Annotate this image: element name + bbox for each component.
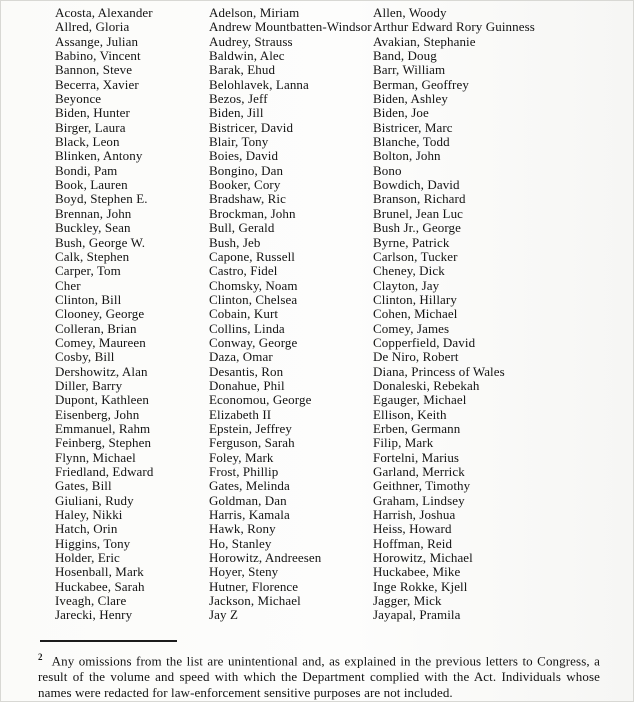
name-entry: Hutner, Florence [209, 578, 299, 594]
name-entry: Fortelni, Marius [373, 449, 460, 465]
name-entry: Cher [55, 277, 81, 293]
footnote-marker: 2 [38, 652, 43, 662]
name-entry: Holder, Eric [55, 550, 120, 566]
name-entry: Harrish, Joshua [373, 507, 456, 523]
name-entry: Dupont, Kathleen [55, 392, 150, 408]
name-entry: Blair, Tony [209, 134, 269, 150]
name-entry: Gates, Bill [55, 478, 112, 494]
name-entry: Babino, Vincent [55, 48, 141, 64]
name-entry: Book, Lauren [55, 177, 128, 193]
name-entry: Higgins, Tony [55, 535, 131, 551]
name-entry: Booker, Cory [209, 177, 281, 193]
name-entry: Boies, David [209, 148, 279, 164]
name-entry: Bistricer, David [209, 119, 294, 135]
name-entry: Chomsky, Noam [209, 277, 298, 293]
name-entry: Becerra, Xavier [55, 76, 139, 92]
name-entry: Adelson, Miriam [209, 5, 300, 20]
name-entry: Jayapal, Pramila [373, 607, 461, 623]
name-entry: Audrey, Strauss [209, 33, 293, 49]
name-entry: Jagger, Mick [373, 593, 442, 609]
name-entry: Elizabeth II [209, 406, 272, 422]
name-column-2 [209, 6, 372, 623]
name-entry: Brockman, John [209, 205, 296, 221]
name-entry: Daza, Omar [209, 349, 273, 365]
name-entry: Hosenball, Mark [55, 564, 144, 580]
name-entry: Carper, Tom [55, 263, 121, 279]
name-entry: Bradshaw, Ric [209, 191, 286, 207]
name-entry: Berman, Geoffrey [373, 76, 469, 92]
name-entry: Blanche, Todd [373, 134, 450, 150]
name-entry: Erben, Germann [373, 420, 461, 436]
name-entry: Boyd, Stephen E. [55, 191, 148, 207]
name-entry: Buckley, Sean [55, 220, 131, 236]
name-entry: Diana, Princess of Wales [373, 363, 505, 379]
name-entry: Biden, Joe [373, 105, 429, 121]
name-entry: Andrew Mountbatten-Windsor [209, 19, 372, 35]
footnote-separator-line [40, 640, 177, 642]
name-entry: Bush, George W. [55, 234, 146, 250]
name-entry: Allen, Woody [373, 5, 447, 20]
name-entry: Brennan, John [55, 205, 132, 221]
name-entry: Bongino, Dan [209, 162, 284, 178]
name-entry: Bono [373, 162, 402, 178]
name-entry: Bannon, Steve [55, 62, 133, 78]
name-column-1 [55, 6, 153, 623]
name-entry: Economou, George [209, 392, 312, 408]
name-column-3 [373, 6, 535, 623]
name-entry: Garland, Merrick [373, 464, 465, 479]
name-entry: Bondi, Pam [55, 162, 118, 178]
name-entry: Clinton, Chelsea [209, 291, 298, 307]
name-entry: Clooney, George [55, 306, 145, 322]
name-entry: Copperfield, David [373, 334, 476, 350]
name-entry: Geithner, Timothy [373, 478, 471, 494]
name-entry: Hawk, Rony [209, 521, 276, 537]
name-entry: De Niro, Robert [373, 349, 459, 365]
name-entry: Biden, Jill [209, 105, 264, 121]
name-entry: Donahue, Phil [209, 377, 285, 393]
name-entry: Huckabee, Mike [373, 564, 461, 580]
name-entry: Brunel, Jean Luc [373, 205, 464, 221]
name-entry: Bull, Gerald [209, 220, 275, 236]
name-entry: Ho, Stanley [209, 535, 272, 551]
name-entry: Hatch, Orin [55, 521, 118, 537]
name-entry: Harris, Kamala [209, 507, 290, 523]
name-entry: Belohlavek, Lanna [209, 76, 309, 92]
footnote [38, 650, 600, 700]
name-entry: Bush Jr., George [373, 220, 462, 236]
name-entry: Colleran, Brian [55, 320, 137, 336]
name-entry: Arthur Edward Rory Guinness [373, 19, 535, 35]
name-entry: Baldwin, Alec [209, 48, 285, 64]
name-entry: Byrne, Patrick [373, 234, 450, 250]
name-entry: Dershowitz, Alan [55, 363, 148, 379]
name-entry: Acosta, Alexander [55, 5, 153, 20]
name-entry: Giuliani, Rudy [55, 492, 134, 508]
name-entry: Diller, Barry [55, 377, 123, 393]
name-entry: Biden, Ashley [373, 91, 448, 107]
name-entry: Jarecki, Henry [55, 607, 133, 623]
name-entry: Cheney, Dick [373, 263, 445, 279]
name-entry: Calk, Stephen [55, 248, 130, 264]
name-entry: Huckabee, Sarah [55, 578, 145, 594]
name-entry: Avakian, Stephanie [373, 33, 476, 49]
name-entry: Foley, Mark [209, 449, 274, 465]
name-entry: Eisenberg, John [55, 406, 140, 422]
name-entry: Emmanuel, Rahm [55, 420, 151, 436]
name-entry: Collins, Linda [209, 320, 285, 336]
name-entry: Cobain, Kurt [209, 306, 279, 322]
name-entry: Beyonce [55, 91, 102, 107]
name-entry: Cosby, Bill [55, 349, 115, 365]
name-entry: Egauger, Michael [373, 392, 467, 408]
name-entry: Clayton, Jay [373, 277, 440, 293]
name-entry: Bistricer, Marc [373, 119, 453, 135]
name-entry: Horowitz, Michael [373, 550, 473, 566]
name-entry: Blinken, Antony [55, 148, 143, 164]
name-entry: Jay Z [209, 607, 239, 623]
name-entry: Inge Rokke, Kjell [373, 578, 468, 594]
name-entry: Carlson, Tucker [373, 248, 458, 264]
name-entry: Allred, Gloria [55, 19, 130, 35]
footnote-text: Any omissions from the list are unintentional and, as explained in the previous letters to Congress, a result of the volume and speed with which the Department complied with the Act. Individuals whose names were redacted for law-enforcement sensitive purposes are not included. [38, 653, 600, 700]
name-entry: Bowdich, David [373, 177, 460, 193]
name-entry: Barak, Ehud [209, 62, 276, 78]
name-entry: Heiss, Howard [373, 521, 452, 537]
name-entry: Hoffman, Reid [373, 535, 453, 551]
name-entry: Iveagh, Clare [55, 593, 127, 609]
name-entry: Birger, Laura [55, 119, 126, 135]
name-entry: Clinton, Hillary [373, 291, 457, 307]
name-entry: Assange, Julian [55, 33, 139, 49]
name-entry: Comey, Maureen [55, 334, 146, 350]
name-entry: Gates, Melinda [209, 478, 290, 494]
name-entry: Friedland, Edward [55, 464, 154, 479]
name-entry: Feinberg, Stephen [55, 435, 152, 451]
name-entry: Hoyer, Steny [209, 564, 279, 580]
name-entry: Donaleski, Rebekah [373, 377, 480, 393]
name-entry: Clinton, Bill [55, 291, 122, 307]
name-entry: Ferguson, Sarah [209, 435, 295, 451]
name-entry: Branson, Richard [373, 191, 466, 207]
name-entry: Desantis, Ron [209, 363, 284, 379]
name-entry: Conway, George [209, 334, 298, 350]
name-entry: Barr, William [373, 62, 446, 78]
name-entry: Haley, Nikki [55, 507, 123, 523]
name-entry: Cohen, Michael [373, 306, 458, 322]
name-entry: Horowitz, Andreesen [209, 550, 322, 566]
name-entry: Castro, Fidel [209, 263, 278, 279]
name-entry: Jackson, Michael [209, 593, 301, 609]
name-entry: Capone, Russell [209, 248, 295, 264]
name-entry: Biden, Hunter [55, 105, 130, 121]
name-entry: Black, Leon [55, 134, 120, 150]
name-entry: Bush, Jeb [209, 234, 261, 250]
name-entry: Comey, James [373, 320, 450, 336]
name-entry: Flynn, Michael [55, 449, 136, 465]
name-entry: Filip, Mark [373, 435, 434, 451]
name-entry: Goldman, Dan [209, 492, 287, 508]
name-entry: Frost, Phillip [209, 464, 279, 479]
name-entry: Graham, Lindsey [373, 492, 465, 508]
name-entry: Band, Doug [373, 48, 437, 64]
name-entry: Epstein, Jeffrey [209, 420, 292, 436]
name-entry: Ellison, Keith [373, 406, 447, 422]
name-entry: Bolton, John [373, 148, 441, 164]
name-entry: Bezos, Jeff [209, 91, 268, 107]
